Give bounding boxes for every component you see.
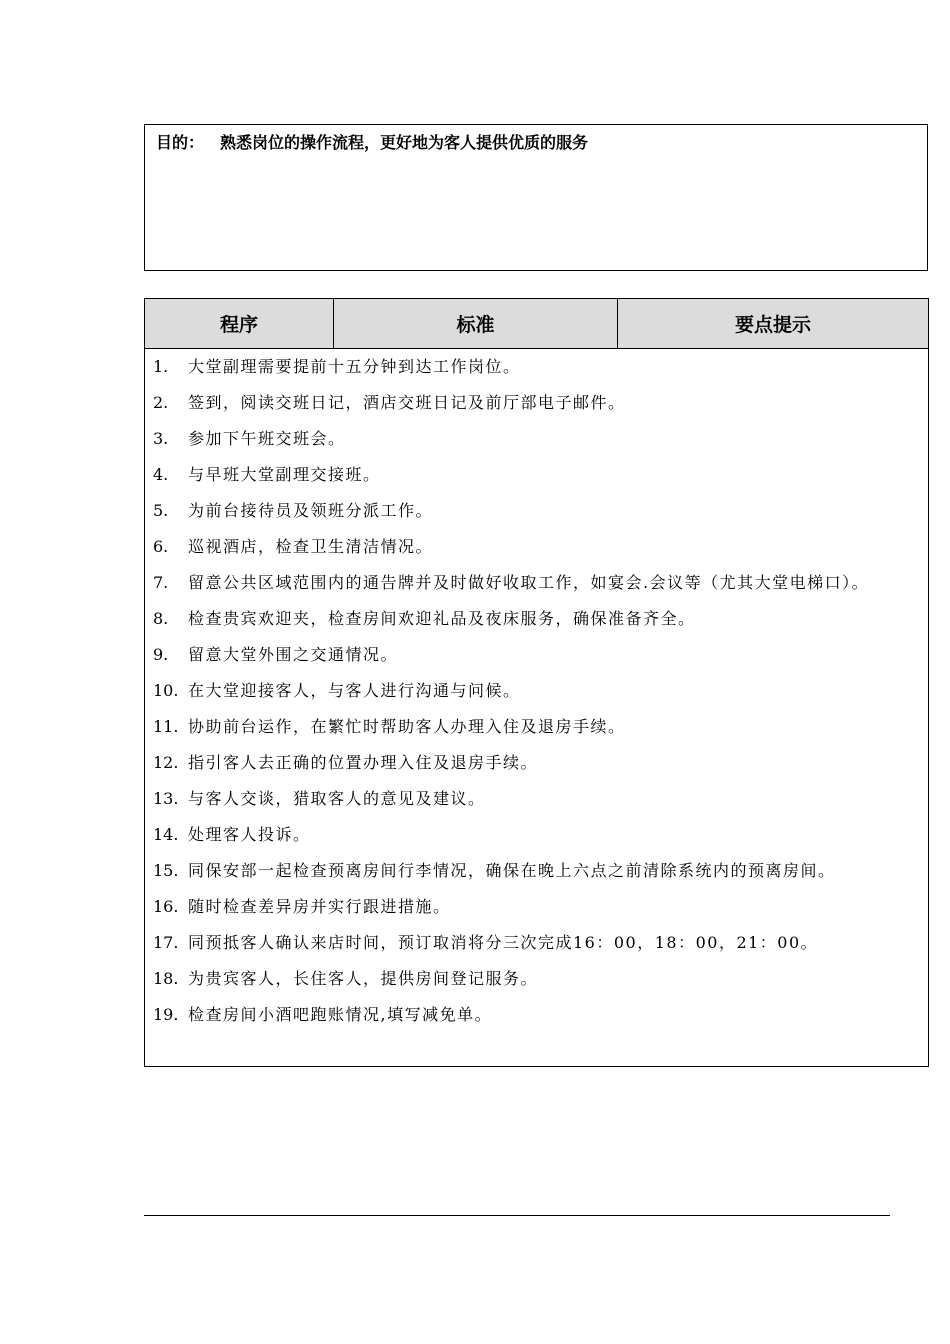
list-item	[153, 637, 923, 673]
step-text: 留意公共区域范围内的通告牌并及时做好收取工作，如宴会.会议等（尤其大堂电梯口）。	[188, 573, 870, 592]
step-number: 4.	[153, 465, 169, 484]
procedure-table	[144, 298, 929, 1067]
header-key-points: 要点提示	[734, 314, 811, 336]
list-item	[153, 529, 923, 565]
step-text: 协助前台运作，在繁忙时帮助客人办理入住及退房手续。	[188, 717, 626, 736]
step-text: 在大堂迎接客人，与客人进行沟通与问候。	[188, 681, 521, 700]
list-item	[153, 349, 923, 385]
step-text: 参加下午班交班会。	[188, 429, 346, 448]
step-number: 1.	[153, 357, 169, 376]
step-number: 7.	[153, 573, 169, 592]
list-item	[153, 817, 923, 853]
list-item	[153, 853, 923, 889]
step-text: 处理客人投诉。	[188, 825, 311, 844]
step-number: 6.	[153, 537, 169, 556]
step-number: 13.	[153, 789, 179, 808]
list-item	[153, 493, 923, 529]
step-text: 同保安部一起检查预离房间行李情况，确保在晚上六点之前清除系统内的预离房间。	[188, 861, 836, 880]
step-number: 5.	[153, 501, 169, 520]
step-text: 大堂副理需要提前十五分钟到达工作岗位。	[188, 357, 521, 376]
step-text: 与客人交谈，猎取客人的意见及建议。	[188, 789, 486, 808]
step-text: 随时检查差异房并实行跟进措施。	[188, 897, 451, 916]
step-text: 留意大堂外围之交通情况。	[188, 645, 399, 664]
header-standard: 标准	[334, 299, 618, 348]
purpose-line	[156, 130, 588, 153]
step-text: 巡视酒店，检查卫生清洁情况。	[188, 537, 434, 556]
step-number: 16.	[153, 897, 179, 916]
step-number: 19.	[153, 1005, 179, 1024]
purpose-label: 目的：	[156, 133, 205, 152]
purpose-box	[144, 124, 928, 271]
list-item	[153, 889, 923, 925]
list-item	[153, 385, 923, 421]
step-text: 指引客人去正确的位置办理入住及退房手续。	[188, 753, 539, 772]
step-number: 12.	[153, 753, 179, 772]
step-number: 17.	[153, 933, 179, 952]
step-text: 检查贵宾欢迎夹，检查房间欢迎礼品及夜床服务，确保准备齐全。	[188, 609, 696, 628]
step-number: 3.	[153, 429, 169, 448]
footer-rule	[144, 1215, 890, 1216]
step-text: 同预抵客人确认来店时间，预订取消将分三次完成16：00，18：00，21：00。	[188, 933, 819, 952]
step-number: 11.	[153, 717, 179, 736]
step-text: 为前台接待员及领班分派工作。	[188, 501, 434, 520]
table-header-row	[145, 299, 928, 349]
list-item	[153, 457, 923, 493]
step-list	[153, 349, 923, 1033]
step-number: 9.	[153, 645, 169, 664]
step-number: 18.	[153, 969, 179, 988]
list-item	[153, 961, 923, 997]
step-text: 签到，阅读交班日记，酒店交班日记及前厅部电子邮件。	[188, 393, 626, 412]
list-item	[153, 673, 923, 709]
step-number: 8.	[153, 609, 169, 628]
list-item	[153, 997, 923, 1033]
step-number: 10.	[153, 681, 179, 700]
step-number: 2.	[153, 393, 169, 412]
list-item	[153, 601, 923, 637]
step-number: 15.	[153, 861, 179, 880]
step-number: 14.	[153, 825, 179, 844]
list-item	[153, 565, 923, 601]
step-text: 检查房间小酒吧跑账情况,填写减免单。	[188, 1005, 493, 1024]
header-procedure: 程序	[145, 299, 334, 348]
list-item	[153, 781, 923, 817]
step-text: 为贵宾客人，长住客人，提供房间登记服务。	[188, 969, 539, 988]
purpose-text: 熟悉岗位的操作流程，更好地为客人提供优质的服务	[220, 133, 589, 152]
list-item	[153, 925, 923, 961]
list-item	[153, 421, 923, 457]
step-text: 与早班大堂副理交接班。	[188, 465, 381, 484]
list-item	[153, 745, 923, 781]
list-item	[153, 709, 923, 745]
